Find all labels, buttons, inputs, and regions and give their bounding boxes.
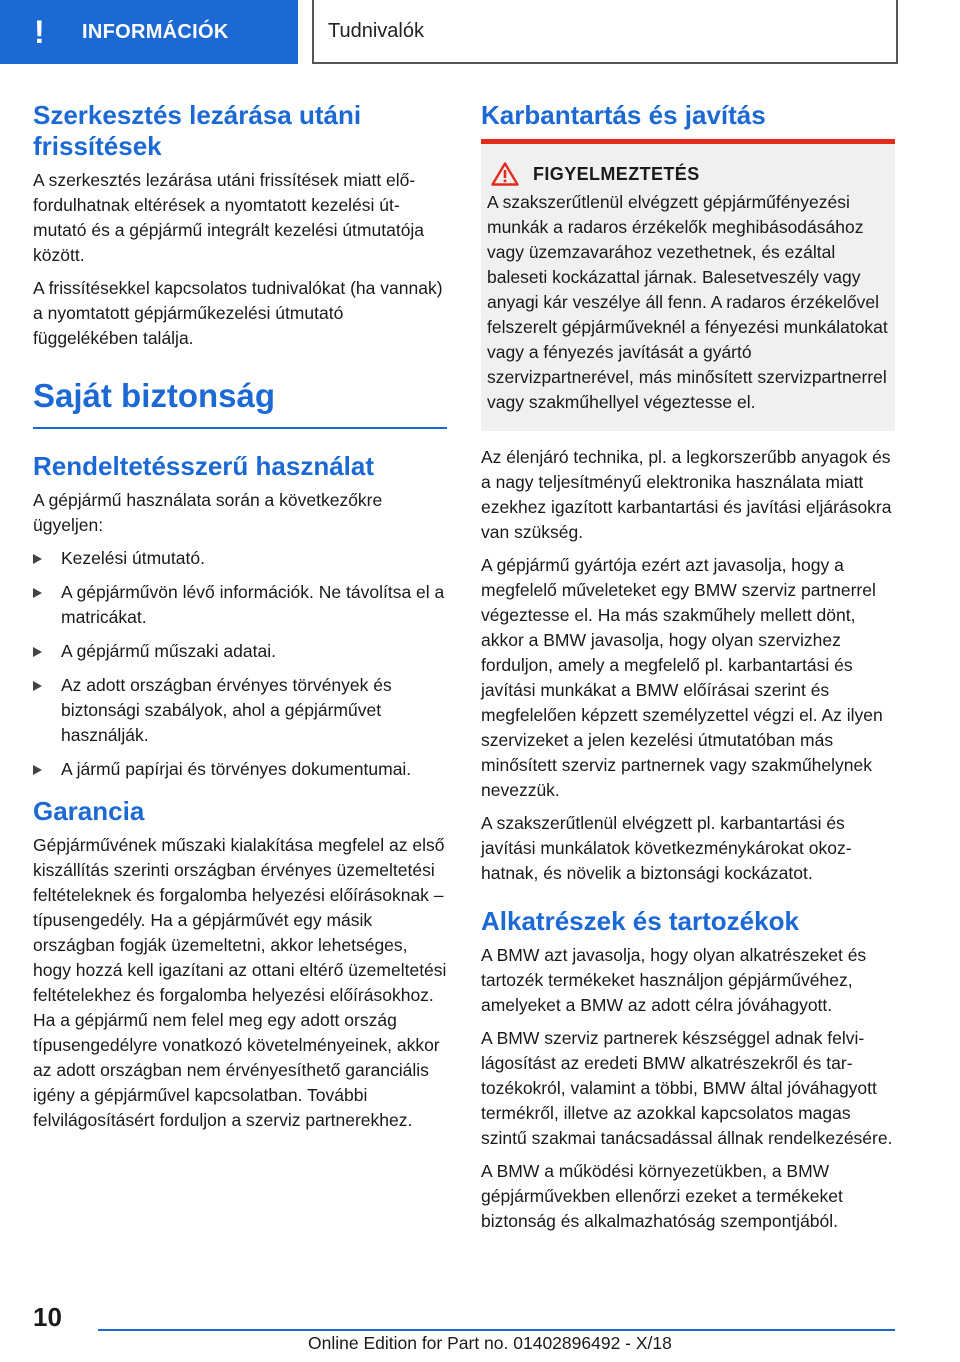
heading-warranty: Garancia bbox=[33, 796, 145, 826]
heading-parts-accessories: Alkatrészek és tartozékok bbox=[481, 906, 799, 936]
page-number: 10 bbox=[33, 1302, 62, 1332]
list-item bbox=[33, 546, 447, 571]
list-item bbox=[33, 639, 447, 664]
heading-intended-use: Rendeltetésszerű használat bbox=[33, 451, 375, 481]
warning-title: FIGYELMEZTETÉS bbox=[533, 163, 700, 184]
triangle-bullet-icon bbox=[33, 765, 42, 775]
edition-note: Online Edition for Part no. 01402896492 - X/18 bbox=[308, 1333, 672, 1353]
left-column bbox=[33, 100, 447, 1141]
list-item-text: A gépjármű műszaki adatai. bbox=[61, 641, 276, 661]
list-item-text: Az adott országban érvényes törvények és biztonsági szabályok, ahol a gépjárművet használják. bbox=[61, 675, 392, 745]
warning-box bbox=[481, 139, 895, 431]
paragraph-maintenance-3: A szakszerűtlenül elvégzett pl. karbantartási és javítási munkálatok következménykárokat okozhatnak, és növelik a biztonsági kockázatot. bbox=[481, 813, 852, 883]
section-tab[interactable] bbox=[0, 0, 298, 64]
triangle-bullet-icon bbox=[33, 681, 42, 691]
warning-triangle-icon bbox=[491, 162, 519, 186]
warning-text: A szakszerűtlenül elvégzett gépjárműfényezési munkák a radaros érzékelők meghibásodásához vagy üzemzavarához vezethetnek, és ezáltal baleseti kockázattal járnak. Balesetveszély vagy anyagi kár veszélye áll fenn. A radaros érzékelővel felszerelt gépjárműveknél a fényezési munkálatokat vagy a fényezés javítását a gyártó szervizpartnerével, más minősített szervizpartnerrel vagy szakműhellyel végeztesse el. bbox=[487, 192, 888, 412]
warning-header bbox=[487, 162, 889, 186]
list-item-text: A gépjárművön lévő információk. Ne távolítsa el a matricákat. bbox=[61, 582, 445, 627]
list-item bbox=[33, 673, 447, 748]
heading-own-safety: Saját biztonság bbox=[33, 377, 447, 429]
paragraph-maintenance-2: A gépjármű gyártója ezért azt javasolja, hogy a megfelelő műveleteket egy BMW szerviz partnerrel végeztesse el. Ha más szakműhely mellett dönt, akkor a BMW javasolja, hogy olyan szervizhez forduljon, amely a megfelelő pl. karbantartási és javítási munkákat a BMW előírásai szerint és megfelelően képzett személyzettel végzi el. Az ilyen szervizeket a jelen kezelési útmutatóban más minősített szerviz partnernek vagy szakműhelynek nevezzük. bbox=[481, 555, 883, 800]
paragraph-updates-2: A frissítésekkel kapcsolatos tudnivalókat (ha vannak) a nyomtatott gépjárműkezelési útmutató függelékében találja. bbox=[33, 278, 443, 348]
intended-use-list bbox=[33, 546, 447, 782]
right-column bbox=[481, 100, 895, 1242]
subsection-title: Tudnivalók bbox=[328, 19, 424, 42]
exclamation-icon: ! bbox=[34, 13, 45, 50]
section-title: INFORMÁCIÓK bbox=[82, 20, 229, 43]
footer-divider bbox=[98, 1329, 895, 1331]
subsection-tab[interactable] bbox=[312, 0, 898, 64]
list-item bbox=[33, 757, 447, 782]
paragraph-maintenance-1: Az élenjáró technika, pl. a legkorszerűbb anyagok és a nagy teljesítményű elektronika használata miatt ezekhez igazított karbantartási és javítási eljárásokra van szükség. bbox=[481, 447, 892, 542]
list-item-text: Kezelési útmutató. bbox=[61, 548, 205, 568]
paragraph-parts-3: A BMW a működési környezetükben, a BMW gépjárművekben ellenőrzi ezeket a termékeket biztonság és alkalmazhatóság szempontjából. bbox=[481, 1161, 843, 1231]
paragraph-warranty: Gépjárművének műszaki kialakítása megfelel az első kiszállítás szerinti országban érvényes üzemeltetési feltételeknek és forgalomba helyezési előírásoknak – típusengedély. Ha a gépjárművét egy másik országban fogják üzemeltetni, akkor lehetséges, hogy hozzá kell igazítani az ottani eltérő üzemeltetési feltételekhez és forgalomba helyezési előírásokhoz. Ha a gépjármű nem felel meg egy adott ország típusengedélyre vonatkozó követelményeinek, akkor az adott országban nem érvényesíthető garanciális igény a gépjárművel kapcsolatban. További felvilágosításért forduljon a szerviz partnerekhez. bbox=[33, 835, 447, 1130]
heading-maintenance: Karbantartás és javítás bbox=[481, 100, 766, 130]
list-item bbox=[33, 580, 447, 630]
heading-updates: Szerkesztés lezárása utáni frissítések bbox=[33, 100, 362, 161]
triangle-bullet-icon bbox=[33, 588, 42, 598]
paragraph-intended-use: A gépjármű használata során a következőkre ügyeljen: bbox=[33, 490, 383, 535]
triangle-bullet-icon bbox=[33, 647, 42, 657]
triangle-bullet-icon bbox=[33, 554, 42, 564]
paragraph-parts-2: A BMW szerviz partnerek készséggel adnak felvilágosítást az eredeti BMW alkatrészekről és tartozékokról, valamint a többi, BMW által jóváhagyott termékről, illetve az azokkal kapcsolatos magas szintű szakmai tanácsadással állnak rendelkezésére. bbox=[481, 1028, 893, 1148]
list-item-text: A jármű papírjai és törvényes dokumentumai. bbox=[61, 759, 412, 779]
paragraph-updates-1: A szerkesztés lezárása utáni frissítések miatt előfordulhatnak eltérések a nyomtatott kezelési útmutató és a gépjármű integrált kezelési útmutatója között. bbox=[33, 170, 425, 265]
page-header bbox=[0, 0, 960, 66]
paragraph-parts-1: A BMW azt javasolja, hogy olyan alkatrészeket és tartozék termékeket használjon gépjárművéhez, amelyeket a BMW az adott célra jóváhagyott. bbox=[481, 945, 867, 1015]
